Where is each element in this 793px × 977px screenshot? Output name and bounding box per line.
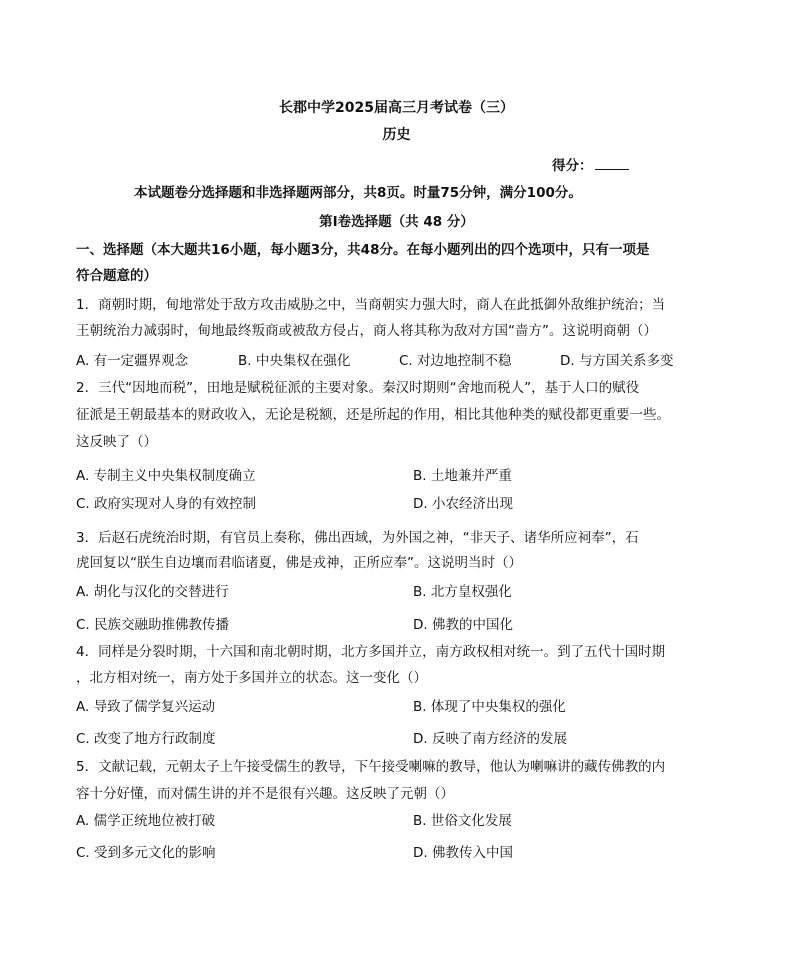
question-1-option-d[interactable]: D. 与方国关系多变 bbox=[560, 353, 674, 369]
score-blank bbox=[595, 157, 629, 170]
section-title: 第Ⅰ卷选择题（共 48 分） bbox=[319, 214, 474, 230]
question-5-option-c[interactable]: C. 受到多元文化的影响 bbox=[76, 845, 216, 861]
subject-title: 历史 bbox=[382, 127, 411, 143]
question-5-line-1: 5．文献记载，元朝太子上午接受儒生的教导，下午接受喇嘛的教导，他认为喇嘛讲的藏传佛教的内 bbox=[76, 759, 666, 775]
question-4-option-a[interactable]: A. 导致了儒学复兴运动 bbox=[76, 699, 216, 715]
question-3-line-1: 3．后赵石虎统治时期，有官员上奏称，佛出西域，为外国之神，“非天子、诸华所应祠奉”，石 bbox=[76, 530, 639, 546]
exam-title: 长郡中学2025届高三月考试卷（三） bbox=[279, 100, 514, 116]
question-2-option-c[interactable]: C. 政府实现对人身的有效控制 bbox=[76, 496, 257, 512]
question-3-option-a[interactable]: A. 胡化与汉化的交替进行 bbox=[76, 584, 229, 600]
question-2-option-b[interactable]: B. 土地兼并严重 bbox=[413, 468, 512, 484]
question-4-line-2: ，北方相对统一，南方处于多国并立的状态。这一变化（） bbox=[76, 670, 427, 686]
question-4-option-d[interactable]: D. 反映了南方经济的发展 bbox=[413, 731, 567, 747]
question-5-line-2: 容十分好懂，而对儒生讲的并不是很有兴趣。这反映了元朝（） bbox=[76, 786, 454, 802]
score-label: 得分： bbox=[552, 158, 593, 174]
question-3-option-c[interactable]: C. 民族交融助推佛教传播 bbox=[76, 617, 230, 633]
question-4-option-c[interactable]: C. 改变了地方行政制度 bbox=[76, 731, 216, 747]
question-1-option-a[interactable]: A. 有一定疆界观念 bbox=[76, 353, 189, 369]
exam-notice: 本试题卷分选择题和非选择题两部分，共8页。时量75分钟，满分100分。 bbox=[134, 185, 582, 201]
question-2-option-d[interactable]: D. 小农经济出现 bbox=[413, 496, 513, 512]
question-1-line-2: 王朝统治力减弱时，甸地最终叛商或被敌方侵占，商人将其称为敌对方国“啬方”。这说明商朝（） bbox=[76, 323, 657, 339]
question-3-line-2: 虎回复以“朕生自边壤而君临诸夏，佛是戎神，正所应奉”。这说明当时（） bbox=[76, 555, 522, 571]
question-4-option-b[interactable]: B. 体现了中央集权的强化 bbox=[413, 699, 566, 715]
question-5-option-d[interactable]: D. 佛教传入中国 bbox=[413, 845, 513, 861]
question-2-line-2: 征派是王朝最基本的财政收入，无论是税额，还是所起的作用，相比其他种类的赋役都更重要一些。 bbox=[76, 407, 670, 423]
question-1-line-1: 1．商朝时期，甸地常处于敌方攻击威胁之中，当商朝实力强大时，商人在此抵御外敌维护统治；当 bbox=[76, 297, 666, 313]
question-5-option-a[interactable]: A. 儒学正统地位被打破 bbox=[76, 813, 216, 829]
question-3-option-b[interactable]: B. 北方皇权强化 bbox=[413, 584, 512, 600]
question-3-option-d[interactable]: D. 佛教的中国化 bbox=[413, 617, 513, 633]
question-2-line-1: 2．三代“因地而税”，田地是赋税征派的主要对象。秦汉时期则“舍地而税人”，基于人口的赋役 bbox=[76, 380, 640, 396]
question-1-option-c[interactable]: C. 对边地控制不稳 bbox=[399, 353, 512, 369]
question-2-option-a[interactable]: A. 专制主义中央集权制度确立 bbox=[76, 468, 256, 484]
question-5-option-b[interactable]: B. 世俗文化发展 bbox=[413, 813, 512, 829]
question-1-option-b[interactable]: B. 中央集权在强化 bbox=[238, 353, 351, 369]
question-4-line-1: 4．同样是分裂时期，十六国和南北朝时期，北方多国并立，南方政权相对统一。到了五代十国时期 bbox=[76, 644, 666, 660]
question-2-line-3: 这反映了（） bbox=[76, 434, 157, 450]
score-field bbox=[552, 156, 629, 176]
instruction-line-2: 符合题意的） bbox=[76, 268, 157, 284]
instruction-line-1: 一、选择题（本大题共16小题，每小题3分，共48分。在每小题列出的四个选项中，只有一项是 bbox=[76, 242, 650, 258]
